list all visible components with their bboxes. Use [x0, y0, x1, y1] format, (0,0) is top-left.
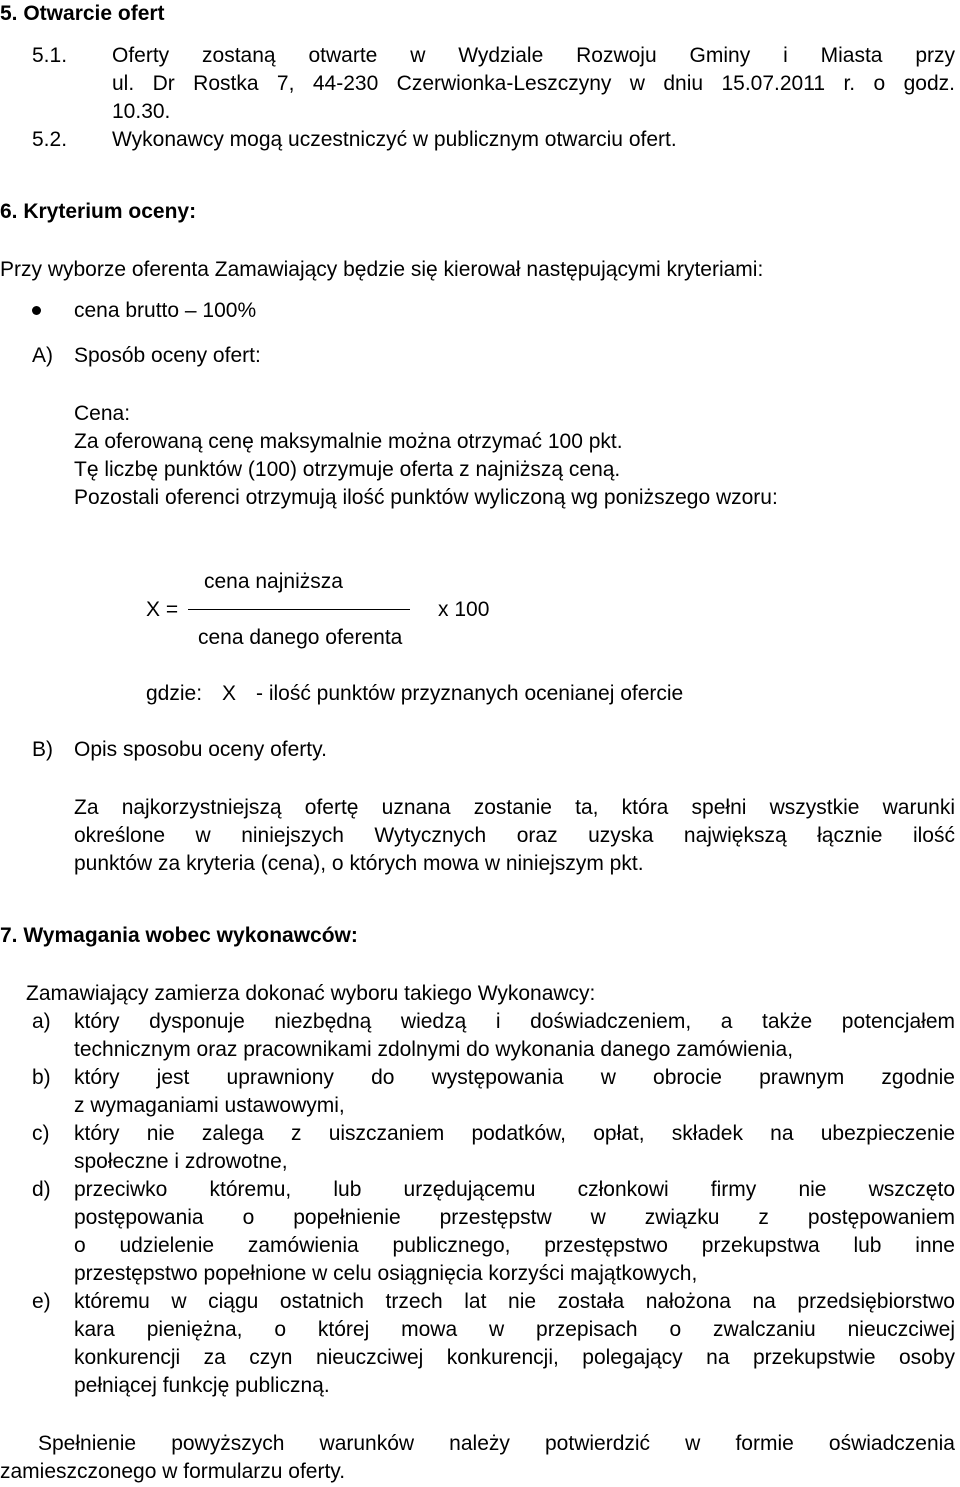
requirement-c-line1: który nie zalega z uiszczaniem podatków, opłat, składek na ubezpieczenie — [74, 1122, 955, 1145]
sub-b-line2: określone w niniejszych Wytycznych oraz uzyska największą łącznie ilość — [74, 824, 955, 847]
requirement-e-line2: kara pieniężna, o której mowa w przepisach o zwalczaniu nieuczciwej — [74, 1318, 955, 1341]
sub-b-line1: Za najkorzystniejszą ofertę uznana zostanie ta, która spełni wszystkie warunki — [74, 796, 955, 819]
requirement-b-marker: b) — [32, 1066, 51, 1089]
item-5-2-text: Wykonawcy mogą uczestniczyć w publicznym otwarciu ofert. — [112, 128, 677, 151]
requirement-e-line4: pełniącej funkcję publiczną. — [74, 1374, 330, 1397]
requirement-e-line1: któremu w ciągu ostatnich trzech lat nie została nałożona na przedsiębiorstwo — [74, 1290, 955, 1313]
requirement-e-marker: e) — [32, 1290, 51, 1313]
cena-line1: Za oferowaną cenę maksymalnie można otrzymać 100 pkt. — [74, 430, 623, 453]
requirement-d-line2: postępowania o popełnienie przestępstw w związku z postępowaniem — [74, 1206, 955, 1229]
sub-a-marker: A) — [32, 344, 53, 367]
section-5-heading: 5. Otwarcie ofert — [0, 2, 165, 25]
formula-multiplier: x 100 — [438, 598, 490, 621]
requirement-a-line2: technicznym oraz pracownikami zdolnymi do wykonania danego zamówienia, — [74, 1038, 794, 1061]
where-text: - ilość punktów przyznanych ocenianej ofercie — [256, 682, 684, 705]
sub-b-title: Opis sposobu oceny oferty. — [74, 738, 327, 761]
section-6-intro: Przy wyborze oferenta Zamawiający będzie się kierował następującymi kryteriami: — [0, 258, 764, 281]
item-5-2-number: 5.2. — [32, 128, 68, 151]
closing-line2: zamieszczonego w formularzu oferty. — [0, 1460, 346, 1483]
cena-label: Cena: — [74, 402, 131, 425]
section-7-heading: 7. Wymagania wobec wykonawców: — [0, 924, 358, 947]
requirement-c-line2: społeczne i zdrowotne, — [74, 1150, 288, 1173]
section-7-intro: Zamawiający zamierza dokonać wyboru takiego Wykonawcy: — [26, 982, 596, 1005]
item-5-1-line3: 10.30. — [112, 100, 171, 123]
item-5-1-number: 5.1. — [32, 44, 68, 67]
requirement-d-marker: d) — [32, 1178, 51, 1201]
criteria-price: cena brutto – 100% — [74, 299, 257, 322]
requirement-d-line3: o udzielenie zamówienia publicznego, przestępstwo przekupstwa lub inne — [74, 1234, 955, 1257]
bullet-dot — [32, 306, 41, 315]
formula-numerator: cena najniższa — [204, 570, 343, 593]
fraction-bar — [188, 609, 410, 610]
requirement-d-line1: przeciwko któremu, lub urzędującemu członkowi firmy nie wszczęto — [74, 1178, 955, 1201]
requirement-d-line4: przestępstwo popełnione w celu osiągnięcia korzyści majątkowych, — [74, 1262, 698, 1285]
closing-line1: Spełnienie powyższych warunków należy potwierdzić w formie oświadczenia — [38, 1432, 955, 1455]
sub-b-line3: punktów za kryteria (cena), o których mowa w niniejszym pkt. — [74, 852, 644, 875]
where-label: gdzie: — [146, 682, 203, 705]
item-5-1-line2: ul. Dr Rostka 7, 44-230 Czerwionka-Leszczyny w dniu 15.07.2011 r. o godz. — [112, 72, 955, 95]
formula-lhs: X = — [146, 598, 179, 621]
formula-denominator: cena danego oferenta — [198, 626, 403, 649]
requirement-a-marker: a) — [32, 1010, 51, 1033]
item-5-1-line1: Oferty zostaną otwarte w Wydziale Rozwoju Gminy i Miasta przy — [112, 44, 955, 67]
cena-line3: Pozostali oferenci otrzymują ilość punktów wyliczoną wg poniższego wzoru: — [74, 486, 778, 509]
requirement-a-line1: który dysponuje niezbędną wiedzą i doświadczeniem, a także potencjałem — [74, 1010, 955, 1033]
cena-line2: Tę liczbę punktów (100) otrzymuje oferta z najniższą ceną. — [74, 458, 621, 481]
requirement-b-line1: który jest uprawniony do występowania w obrocie prawnym zgodnie — [74, 1066, 955, 1089]
requirement-c-marker: c) — [32, 1122, 50, 1145]
sub-b-marker: B) — [32, 738, 53, 761]
sub-a-title: Sposób oceny ofert: — [74, 344, 261, 367]
requirement-b-line2: z wymaganiami ustawowymi, — [74, 1094, 345, 1117]
where-variable: X — [222, 682, 237, 705]
requirement-e-line3: konkurencji za czyn nieuczciwej konkurencji, polegający na przekupstwie osoby — [74, 1346, 955, 1369]
section-6-heading: 6. Kryterium oceny: — [0, 200, 197, 223]
